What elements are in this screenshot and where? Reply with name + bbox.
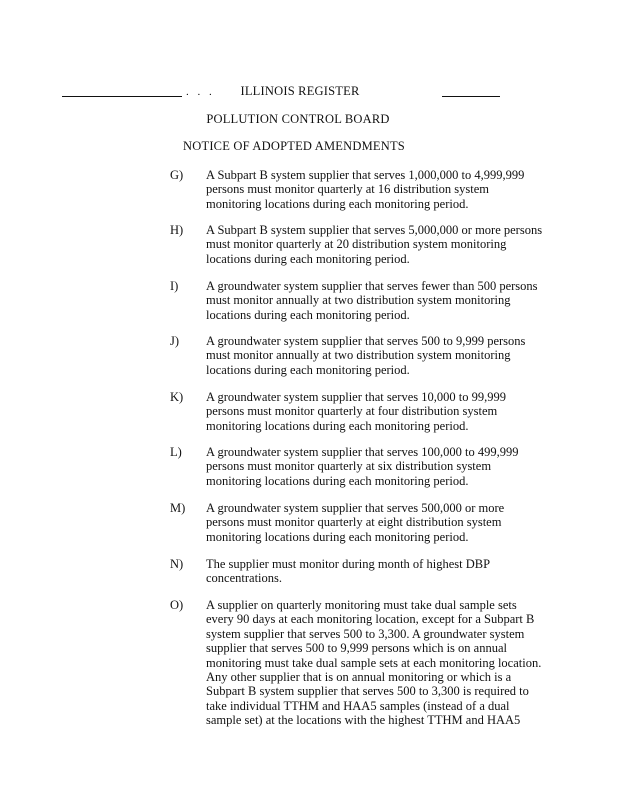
item-line: persons must monitor quarterly at eight distribution system xyxy=(206,515,502,530)
item-text xyxy=(206,279,536,322)
item-text xyxy=(206,501,536,544)
item-line: monitoring must take dual sample sets at each monitoring location. xyxy=(206,655,542,670)
item-line: must monitor annually at two distribution system monitoring xyxy=(206,348,511,363)
item-line: must monitor quarterly at 20 distribution system monitoring xyxy=(206,237,507,252)
item-label: I) xyxy=(170,279,179,293)
item-text xyxy=(206,390,536,433)
item-text xyxy=(206,445,536,488)
item-line: locations during each monitoring period. xyxy=(206,362,410,377)
notice-title: NOTICE OF ADOPTED AMENDMENTS xyxy=(183,139,405,153)
item-line: A groundwater system supplier that serves 100,000 to 499,999 xyxy=(206,445,519,459)
register-title: ILLINOIS REGISTER xyxy=(240,84,360,98)
item-line: take individual TTHM and HAA5 samples (instead of a dual xyxy=(206,698,510,713)
item-line: persons must monitor quarterly at four distribution system xyxy=(206,404,498,419)
item-line: A Subpart B system supplier that serves 1,000,000 to 4,999,999 xyxy=(206,168,525,182)
item-label: J) xyxy=(170,334,180,348)
item-line: Any other supplier that is on annual monitoring or which is a xyxy=(206,670,512,685)
item-text xyxy=(206,334,536,377)
item-text xyxy=(206,557,536,586)
item-line: monitoring locations during each monitoring period. xyxy=(206,473,469,488)
item-text xyxy=(206,223,543,266)
item-line: A groundwater system supplier that serves 500 to 9,999 persons xyxy=(206,334,526,348)
item-line: Subpart B system supplier that serves 500 to 3,300 is required to xyxy=(206,684,529,699)
item-line: monitoring locations during each monitoring period. xyxy=(206,196,469,211)
item-label: L) xyxy=(170,445,182,459)
item-line: system supplier that serves 500 to 3,300. A groundwater system xyxy=(206,626,525,641)
item-line: persons must monitor quarterly at six distribution system xyxy=(206,459,492,474)
item-line: The supplier must monitor during month of highest DBP xyxy=(206,557,491,571)
item-line: A Subpart B system supplier that serves 5,000,000 or more persons xyxy=(206,223,543,237)
item-label: G) xyxy=(170,168,184,182)
item-line: A groundwater system supplier that serves 10,000 to 99,999 xyxy=(206,390,506,404)
item-label: N) xyxy=(170,557,184,571)
item-line: monitoring locations during each monitoring period. xyxy=(206,418,469,433)
item-line: monitoring locations during each monitoring period. xyxy=(206,529,469,544)
item-text xyxy=(206,168,536,211)
item-line: A groundwater system supplier that serves fewer than 500 persons xyxy=(206,279,538,293)
item-line: locations during each monitoring period. xyxy=(206,307,410,322)
item-line: locations during each monitoring period. xyxy=(206,251,410,266)
item-label: K) xyxy=(170,390,184,404)
item-label: O) xyxy=(170,598,184,612)
item-line: persons must monitor quarterly at 16 distribution system xyxy=(206,182,489,197)
item-line: must monitor annually at two distribution system monitoring xyxy=(206,293,511,308)
item-label: H) xyxy=(170,223,184,237)
header-dots: . . . xyxy=(186,86,215,98)
item-label: M) xyxy=(170,501,186,515)
item-text xyxy=(206,598,542,728)
item-line: every 90 days at each monitoring location, except for a Subpart B xyxy=(206,612,535,627)
item-line: sample set) at the locations with the highest TTHM and HAA5 xyxy=(206,713,521,728)
item-line: A groundwater system supplier that serves 500,000 or more xyxy=(206,501,505,515)
item-line: supplier that serves 500 to 9,999 persons which is on annual xyxy=(206,641,507,656)
item-line: concentrations. xyxy=(206,571,283,586)
item-line: A supplier on quarterly monitoring must take dual sample sets xyxy=(206,598,517,612)
board-title: POLLUTION CONTROL BOARD xyxy=(206,112,390,126)
